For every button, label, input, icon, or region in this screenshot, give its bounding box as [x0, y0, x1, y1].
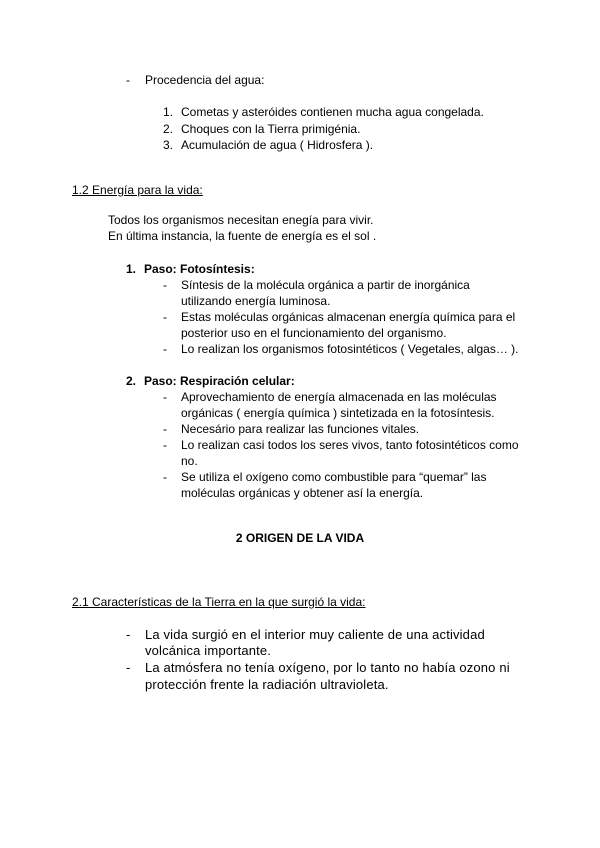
bullet-line: Se utiliza el oxígeno como combustible para “quemar” las — [181, 470, 487, 484]
bullet-dash: - — [126, 627, 131, 642]
bullet-dash: - — [163, 390, 167, 404]
water-origin-title: Procedencia del agua: — [145, 73, 265, 87]
bullet-line: Lo realizan casi todos los seres vivos, tanto fotosintéticos como — [181, 438, 519, 452]
section-heading-origen: 2.1 Características de la Tierra en la que surgió la vida: — [72, 595, 366, 609]
list-item: Cometas y asteróides contienen mucha agua congelada. — [181, 105, 484, 119]
step-title: Paso: Respiración celular: — [144, 374, 295, 388]
bullet-dash: - — [163, 342, 167, 356]
bullet-line: Aprovechamiento de energía almacenada en las moléculas — [181, 390, 497, 404]
bullet-line: Síntesis de la molécula orgánica a partir de inorgánica — [181, 278, 470, 292]
bullet-line: Necesário para realizar las funciones vitales. — [181, 422, 420, 436]
list-number: 3. — [163, 138, 174, 152]
bullet-line: no. — [181, 454, 198, 468]
bullet-line: utilizando energía luminosa. — [181, 294, 331, 308]
bullet-line: La vida surgió en el interior muy caliente de una actividad — [145, 627, 485, 642]
bullet-dash: - — [163, 278, 167, 292]
step-number: 1. — [126, 262, 137, 276]
intro-text: En última instancia, la fuente de energía es el sol . — [108, 229, 377, 243]
list-item: Acumulación de agua ( Hidrosfera ). — [181, 138, 374, 152]
chapter-title: 2 ORIGEN DE LA VIDA — [235, 531, 365, 545]
bullet-dash: - — [163, 310, 167, 324]
bullet-dash: - — [126, 73, 130, 87]
intro-text: Todos los organismos necesitan enegía para vivir. — [108, 213, 374, 227]
section-heading-energia: 1.2 Energía para la vida: — [72, 183, 203, 197]
bullet-line: La atmósfera no tenía oxígeno, por lo tanto no había ozono ni — [145, 660, 510, 675]
bullet-line: protección frente la radiación ultravioleta. — [145, 677, 389, 692]
bullet-line: orgánicas ( energía química ) sintetizada en la fotosíntesis. — [181, 406, 495, 420]
list-item: Choques con la Tierra primigénia. — [181, 122, 361, 136]
bullet-line: Estas moléculas orgánicas almacenan energía química para el — [181, 310, 516, 324]
list-number: 1. — [163, 105, 174, 119]
bullet-line: Lo realizan los organismos fotosintéticos ( Vegetales, algas… ). — [181, 342, 519, 356]
step-title: Paso: Fotosíntesis: — [144, 262, 255, 276]
bullet-dash: - — [163, 470, 167, 484]
list-number: 2. — [163, 122, 174, 136]
bullet-dash: - — [126, 660, 131, 675]
bullet-line: moléculas orgánicas y obtener así la energía. — [181, 486, 424, 500]
step-number: 2. — [126, 374, 137, 388]
bullet-dash: - — [163, 438, 167, 452]
bullet-line: posterior uso en el funcionamiento del organismo. — [181, 326, 447, 340]
bullet-dash: - — [163, 422, 167, 436]
bullet-line: volcánica importante. — [145, 643, 271, 658]
